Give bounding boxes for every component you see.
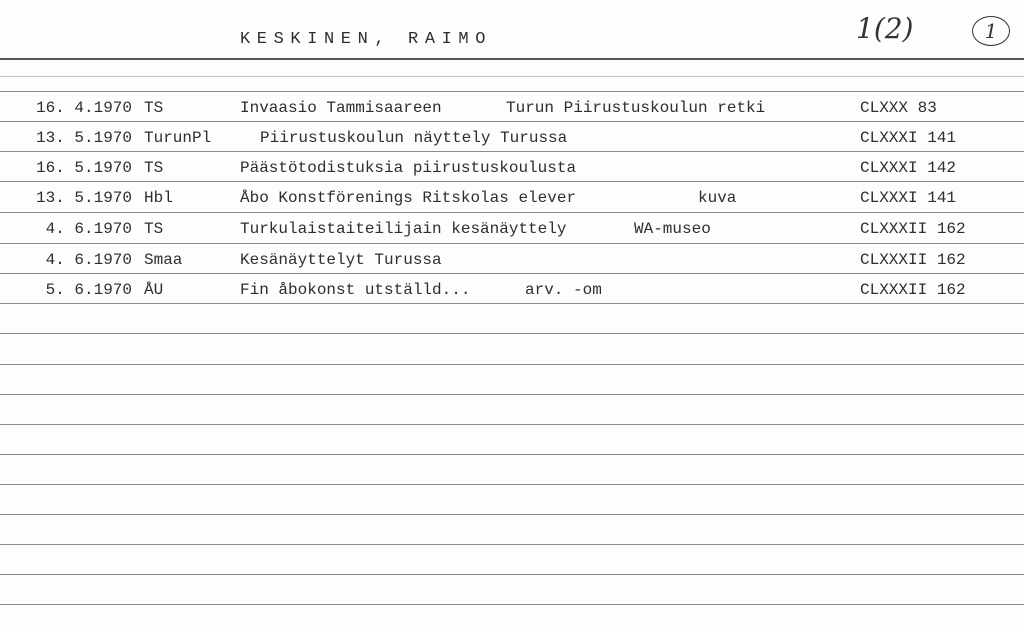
entry-ref: CLXXX 83 xyxy=(860,99,937,117)
entry-title: Fin åbokonst utställd... xyxy=(240,281,471,299)
entry-note: arv. -om xyxy=(525,281,602,299)
entry-source: Hbl xyxy=(144,189,173,207)
entry-source: TS xyxy=(144,99,164,117)
row-rule xyxy=(0,574,1024,575)
entry-row xyxy=(0,243,1024,273)
entry-date: 13. 5.1970 xyxy=(35,129,132,147)
entry-ref: CLXXXI 141 xyxy=(860,189,957,207)
entry-row xyxy=(0,151,1024,181)
card-number: 1 xyxy=(984,19,998,43)
row-rule xyxy=(0,484,1024,485)
entry-date: 4. 6.1970 xyxy=(45,251,132,269)
row-rule xyxy=(0,604,1024,605)
entry-ref: CLXXXI 142 xyxy=(860,159,957,177)
entry-date: 13. 5.1970 xyxy=(35,189,132,207)
handwritten-page-mark: 1(2) xyxy=(856,12,914,45)
entry-title: Kesänäyttelyt Turussa xyxy=(240,251,442,269)
entry-source: TS xyxy=(144,220,164,238)
row-rule xyxy=(0,394,1024,395)
entry-ref: CLXXXII 162 xyxy=(860,220,966,238)
entry-title: Piirustuskoulun näyttely Turussa xyxy=(260,129,568,147)
entry-row xyxy=(0,181,1024,211)
row-rule xyxy=(0,514,1024,515)
row-rule xyxy=(0,544,1024,545)
row-rule xyxy=(0,303,1024,304)
header-rule xyxy=(0,58,1024,60)
entry-source: Smaa xyxy=(144,251,183,269)
entry-source: TS xyxy=(144,159,164,177)
row-rule xyxy=(0,454,1024,455)
circled-card-number xyxy=(972,16,1010,46)
entry-title: Turkulaistaiteilijain kesänäyttely xyxy=(240,220,567,238)
entry-date: 16. 5.1970 xyxy=(35,159,132,177)
row-rule xyxy=(0,424,1024,425)
entry-title: Åbo Konstförenings Ritskolas elever xyxy=(240,189,577,207)
entry-note: Turun Piirustuskoulun retki xyxy=(506,99,766,117)
entry-source: TurunPl xyxy=(144,129,212,147)
entry-note: kuva xyxy=(698,189,737,207)
entry-row xyxy=(0,91,1024,121)
entry-row xyxy=(0,212,1024,242)
entry-row xyxy=(0,273,1024,303)
card-title-name: KESKINEN, RAIMO xyxy=(240,30,493,49)
entry-date: 16. 4.1970 xyxy=(35,99,132,117)
entry-row xyxy=(0,121,1024,151)
divider xyxy=(0,76,1024,77)
entry-note: WA-museo xyxy=(634,220,711,238)
entry-source: ÅU xyxy=(144,281,164,299)
entry-title: Invaasio Tammisaareen xyxy=(240,99,442,117)
entry-ref: CLXXXII 162 xyxy=(860,251,966,269)
entry-date: 4. 6.1970 xyxy=(45,220,132,238)
entry-title: Päästötodistuksia piirustuskoulusta xyxy=(240,159,577,177)
entry-ref: CLXXXI 141 xyxy=(860,129,957,147)
entry-ref: CLXXXII 162 xyxy=(860,281,966,299)
entry-date: 5. 6.1970 xyxy=(45,281,132,299)
row-rule xyxy=(0,333,1024,334)
row-rule xyxy=(0,364,1024,365)
